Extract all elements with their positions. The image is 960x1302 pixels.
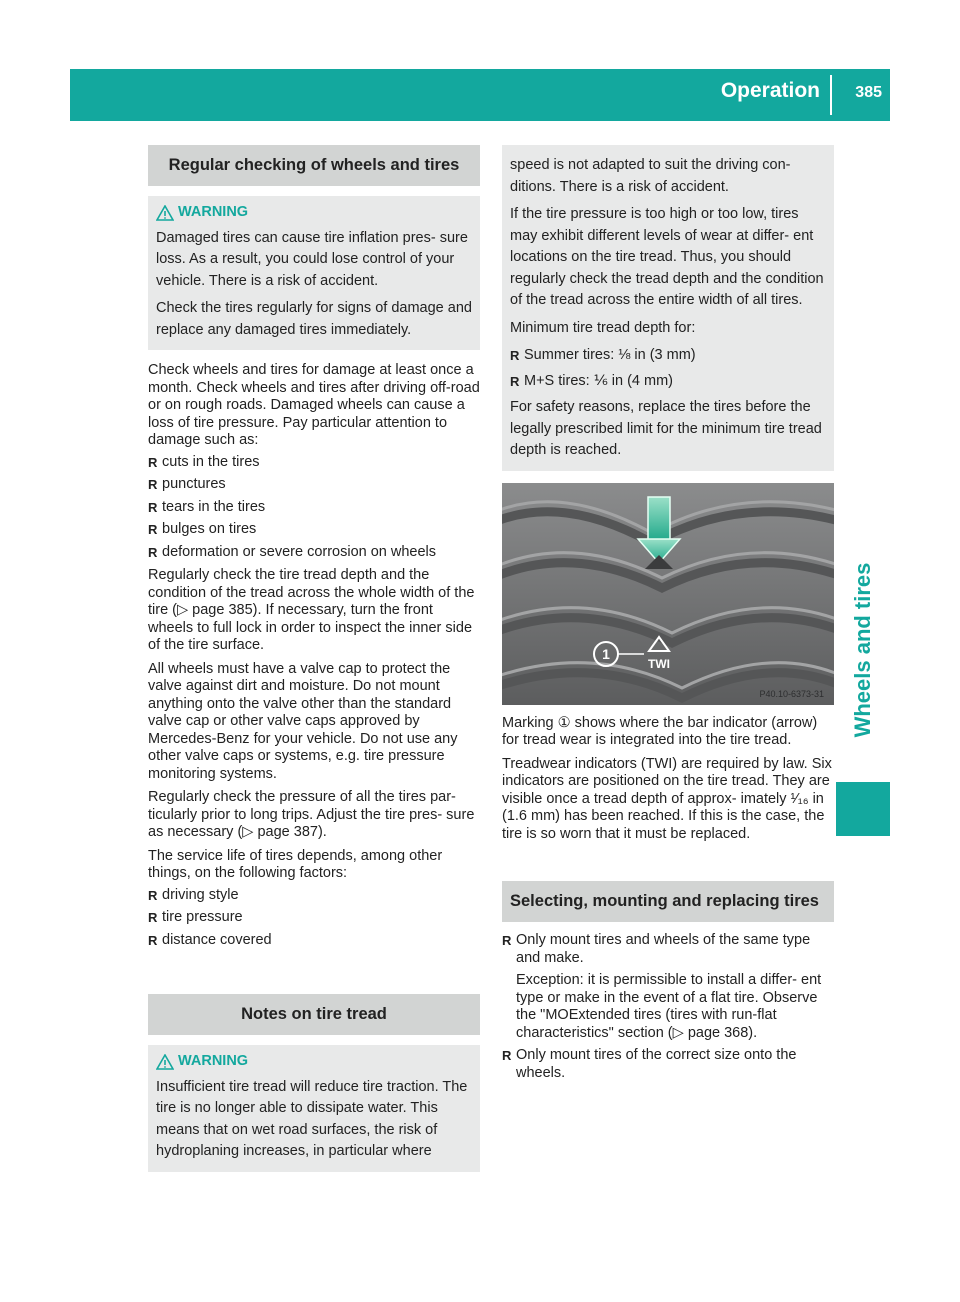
warning-title [156,204,472,222]
warning-box [148,196,480,350]
warning-label: WARNING [178,1053,249,1069]
damage-list [148,454,480,562]
page-header [70,69,890,121]
mounting-list [502,932,834,1082]
list-item-subtext: Exception: it is permissible to install a differ- ent type or make in the event of a flat tire. Observe the "MOExtended tires (tires with run-flat characteristics" section (▷ page 368). [516,972,822,1041]
tire-tread-image [502,483,834,705]
spacer [502,843,834,881]
side-tab [836,540,890,760]
warning-label: WARNING [178,204,249,220]
warning-text: If the tire pressure is too high or too low, tires may exhibit different levels of wear at differ- ent locations on the tire tread. Thus, you should regularly check the tread depth and the condition of the tread across the entire width of all tires. [510,206,824,308]
section-title-regular-checking: Regular checking of wheels and tires [148,145,480,186]
page-number: 385 [855,84,882,101]
section-title-selecting-tires: Selecting, mounting and replacing tires [502,881,834,922]
factors-list [148,887,480,950]
warning-box-continued [502,145,834,471]
warning-triangle-icon [156,205,174,221]
list-item: R distance covered [148,932,480,950]
list-item: R Summer tires: ⅛ in (3 mm) [510,345,826,366]
marker-number: 1 [602,645,610,662]
warning-box [148,1045,480,1172]
right-column [502,145,834,1087]
twi-label: TWI [648,656,670,671]
tire-tread-illustration [502,483,834,705]
paragraph: Marking ① shows where the bar indicator (arrow) for tread wear is integrated into the tire tread. [502,714,818,748]
spacer [148,954,480,994]
paragraph: Check wheels and tires for damage at least once a month. Check wheels and tires after driving off-road or on rough roads. Damaged wheels can cause a loss of tire pressure. Pay particular attention to damage such as: [148,362,480,448]
paragraph: Regularly check the tire tread depth and the condition of the tread across the whole width of the tire (▷ page 385). If necessary, turn the front wheels to full lock in order to inspect the inner side of the tire surface. [148,567,475,653]
warning-triangle-icon [156,1054,174,1070]
list-item [502,932,834,1042]
warning-text: Damaged tires can cause tire inflation pres- sure loss. As a result, you could lose control of your vehicle. There is a risk of accident. [156,229,468,289]
warning-text: For safety reasons, replace the tires before the legally prescribed limit for the minimum tire tread depth is reached. [510,399,822,458]
paragraph: Treadwear indicators (TWI) are required by law. Six indicators are positioned on the tire tread. They are visible once a tread depth of approx- imately ¹⁄₁₆ in (1.6 mm) has been reached. If this is the case, the tire is so worn that it must be replaced. [502,755,832,842]
depth-list [510,345,826,392]
list-item: R M+S tires: ⅙ in (4 mm) [510,371,826,392]
header-divider [830,75,832,115]
list-item: R Only mount tires of the correct size onto the wheels. [502,1047,834,1082]
list-item: R driving style [148,887,480,905]
list-item: R deformation or severe corrosion on wheels [148,544,480,562]
warning-text: Insufficient tire tread will reduce tire traction. The tire is no longer able to dissipate water. This means that on wet road surfaces, the risk of hydroplaning increases, in particular where [156,1078,468,1159]
list-item: R tire pressure [148,909,480,927]
section-title-tire-tread: Notes on tire tread [148,994,480,1035]
paragraph: The service life of tires depends, among other things, on the following factors: [148,847,443,881]
list-item-text: Only mount tires and wheels of the same type and make. [516,932,811,966]
paragraph: Regularly check the pressure of all the tires par- ticularly prior to long trips. Adjust the tire pres- sure as necessary (▷ page 387). [148,789,475,840]
warning-text: Check the tires regularly for signs of damage and replace any damaged tires immediately. [156,300,472,338]
warning-text: Minimum tire tread depth for: [510,319,696,336]
image-code: P40.10-6373-31 [759,688,824,699]
side-tab-label: Wheels and tires [850,562,875,738]
left-column [148,145,480,1172]
paragraph: All wheels must have a valve cap to protect the valve against dirt and moisture. Do not mount anything onto the valve other than the standard valve cap or other valve caps approved by Mercedes-Benz for your vehicle. Do not use any other valve caps or systems, e.g. tire pressure monitoring systems. [148,660,458,782]
side-tab-marker [836,782,890,836]
list-item: R bulges on tires [148,521,480,539]
header-title: Operation [720,79,820,102]
list-item: R cuts in the tires [148,454,480,472]
list-item: R tears in the tires [148,499,480,517]
warning-title [156,1053,472,1071]
warning-text: speed is not adapted to suit the driving con- ditions. There is a risk of accident. [510,157,791,195]
list-item: R punctures [148,476,480,494]
